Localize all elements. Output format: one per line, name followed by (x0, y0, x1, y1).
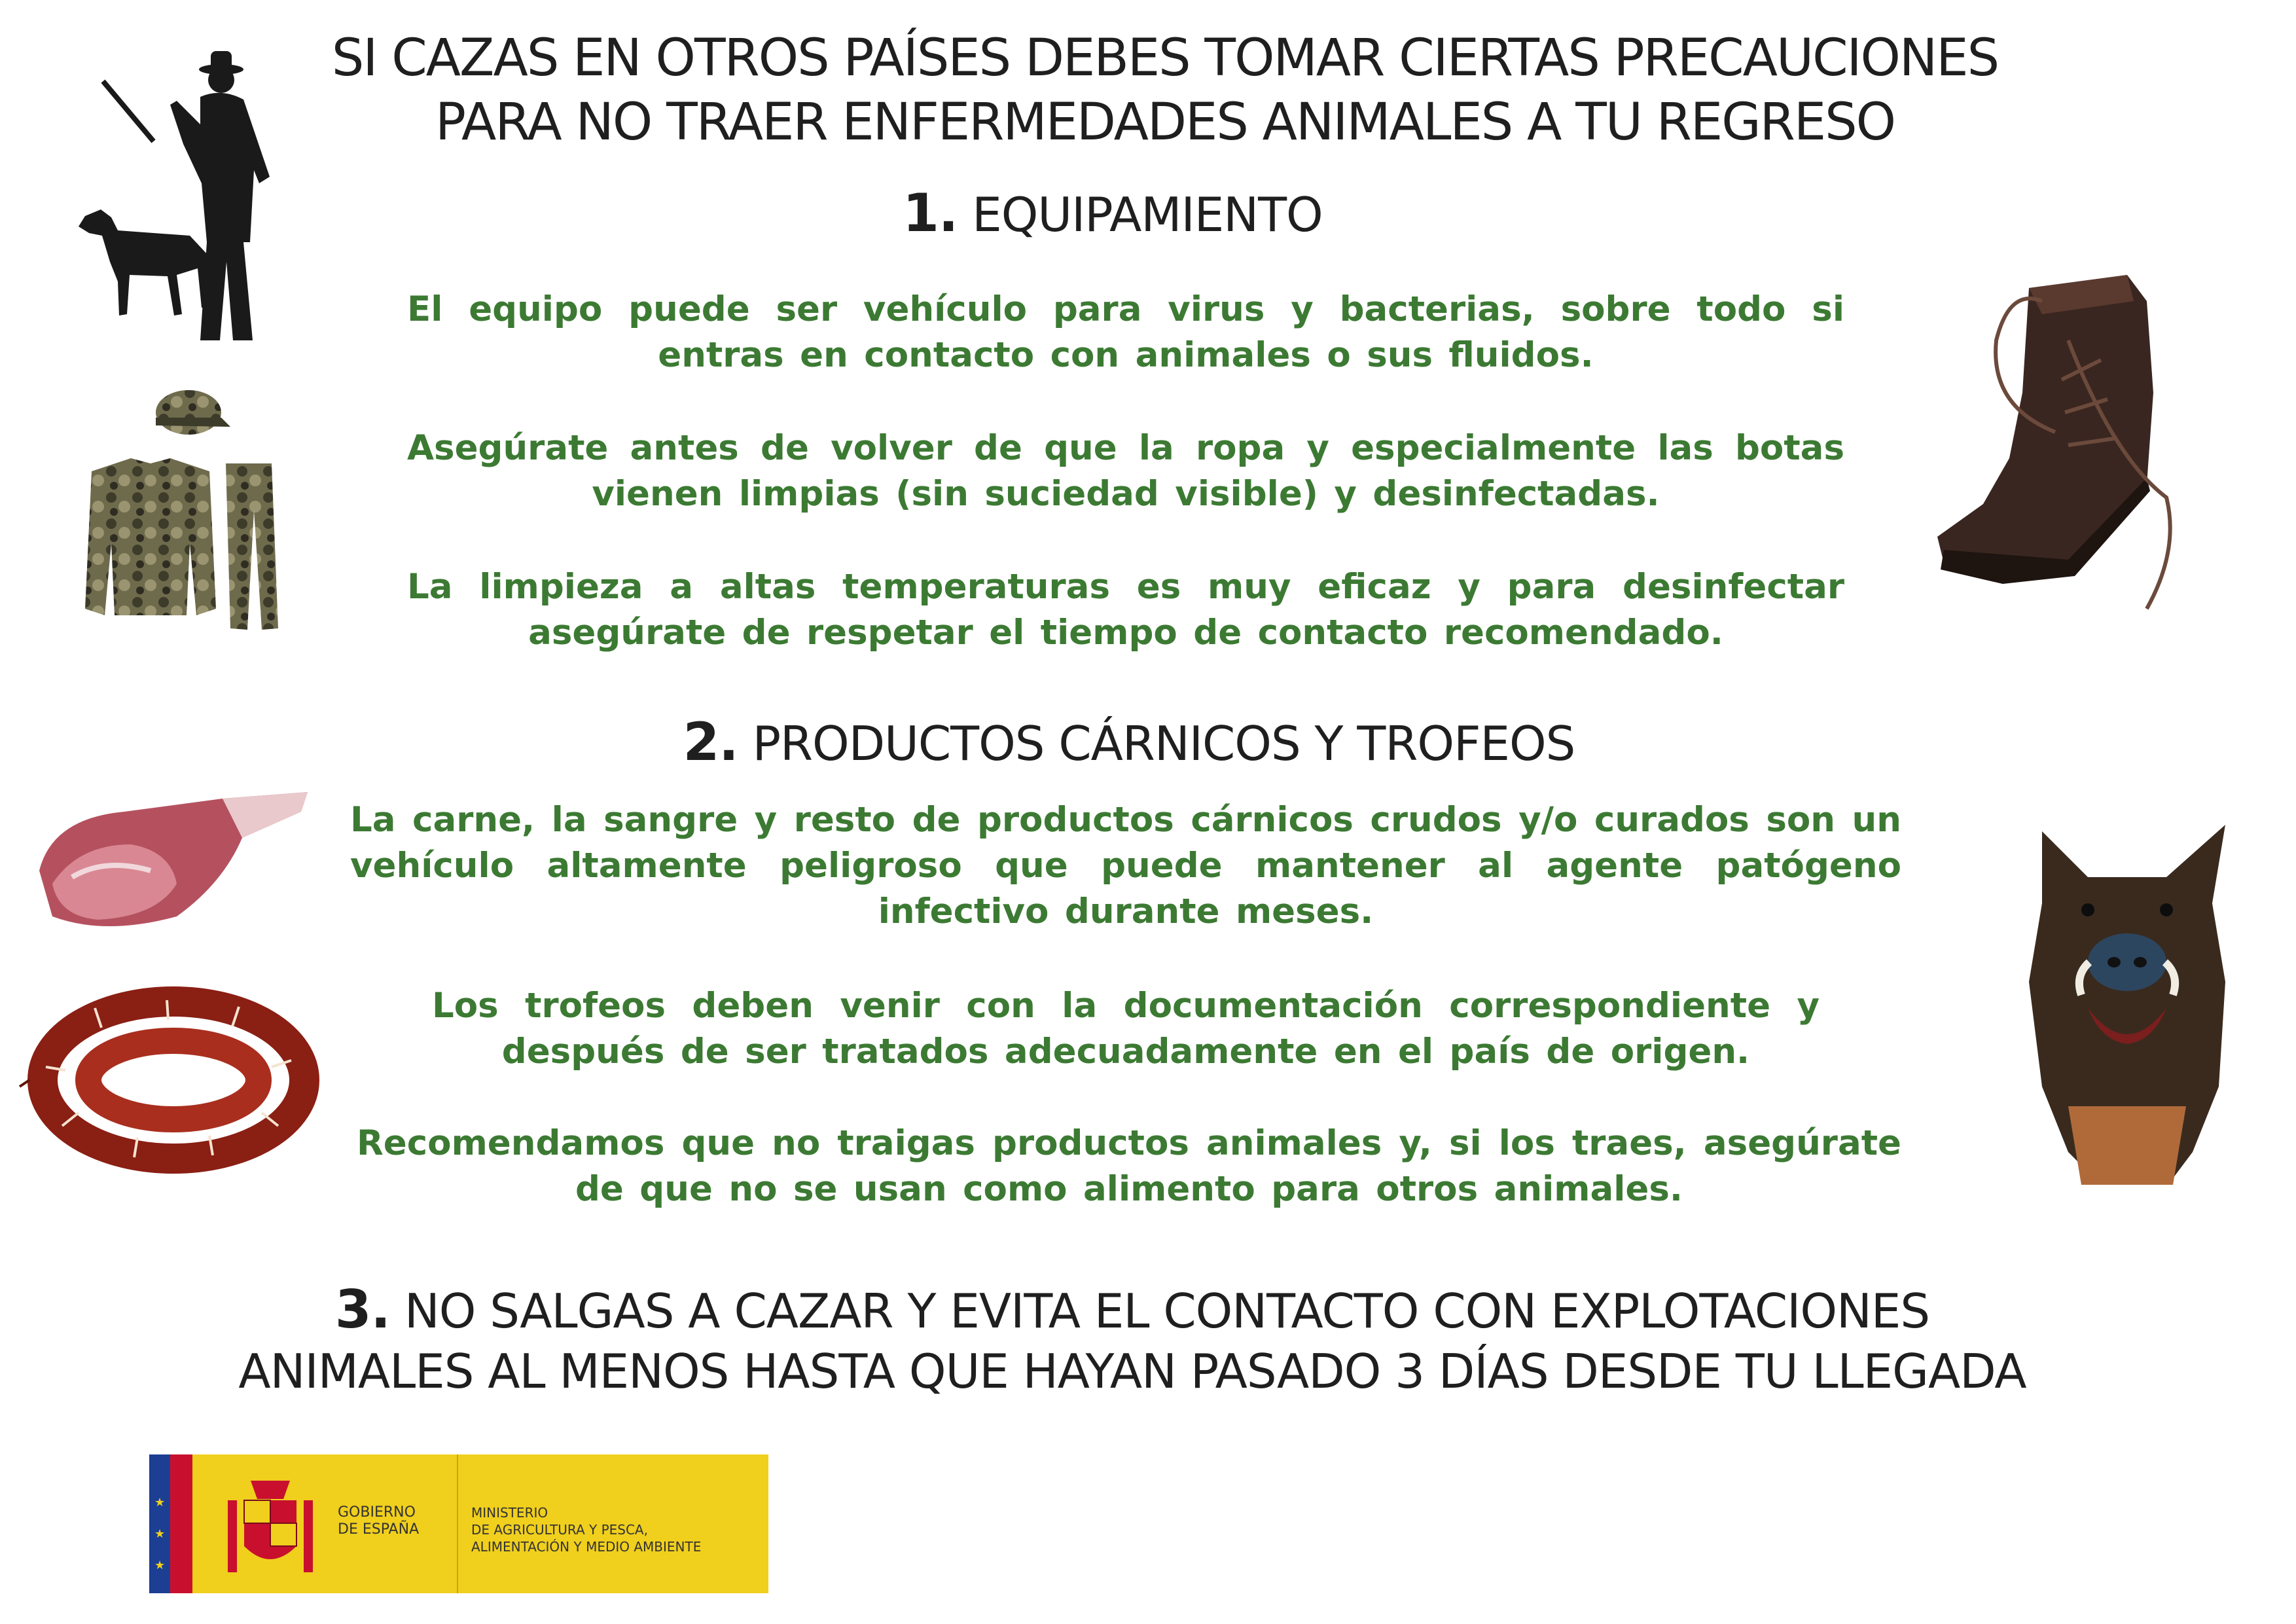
section-1-heading (720, 183, 1505, 245)
section-1-paragraph-2: Asegúrate antes de volver de que la ropa y especialmente las botas vienen limpias (sin suciedad visible) y desinfectadas. (407, 428, 1844, 514)
government-logo (149, 1454, 768, 1593)
section-2-title: PRODUCTOS CÁRNICOS Y TROFEOS (752, 716, 1575, 771)
ham-icon (26, 785, 314, 936)
section-2-number: 2. (683, 712, 738, 772)
gobierno-line-2: DE ESPAÑA (338, 1521, 420, 1538)
gobierno-line-1: GOBIERNO (338, 1504, 416, 1521)
title-line-1: SI CAZAS EN OTROS PAÍSES DEBES TOMAR CIERTAS PRECAUCIONES (331, 29, 1999, 88)
camouflage-clothing-icon (79, 386, 288, 641)
gobierno-text (338, 1504, 419, 1538)
section-1-title: EQUIPAMIENTO (972, 187, 1323, 242)
section-2-paragraph-1: La carne, la sangre y resto de productos cárnicos crudos y/o curados son un vehículo altamente peligroso que puede mantener al agente patógeno infectivo durante meses. (350, 800, 1901, 931)
section-1-number: 1. (903, 183, 958, 244)
section-1-paragraph-1: El equipo puede ser vehículo para virus y bacterias, sobre todo si entras en contacto con animales o sus fluidos. (407, 289, 1844, 375)
hunter-with-dog-icon (72, 46, 281, 347)
section-3-line-2: ANIMALES AL MENOS HASTA QUE HAYAN PASADO 3 DÍAS DESDE TU LLEGADA (238, 1344, 2026, 1399)
section-2-heading (589, 712, 1669, 774)
ministerio-line-1: MINISTERIO (471, 1505, 548, 1521)
coat-of-arms-icon (221, 1474, 319, 1579)
logo-divider (457, 1454, 458, 1593)
section-2-paragraph-2: Los trofeos deben venir con la documentación correspondiente y después de ser tratados adecuadamente en el país de origen. (432, 986, 1820, 1072)
section-2-paragraph-3: Recomendamos que no traigas productos animales y, si los traes, asegúrate de que no se usan como alimento para otros animales. (357, 1123, 1901, 1209)
boot-icon (1931, 262, 2193, 615)
eu-stars-icon: ★ ★ ★ (154, 1496, 166, 1572)
ministerio-line-2: DE AGRICULTURA Y PESCA, (471, 1522, 648, 1538)
section-3-heading (196, 1280, 2068, 1401)
chorizo-sausages-icon (16, 975, 331, 1185)
section-1-paragraph-3: La limpieza a altas temperaturas es muy eficaz y para desinfectar asegúrate de respetar el tiempo de contacto recomendado. (407, 567, 1844, 653)
section-3-number: 3. (334, 1279, 390, 1340)
section-3-line-1-text: NO SALGAS A CAZAR Y EVITA EL CONTACTO CON EXPLOTACIONES (404, 1284, 1930, 1339)
section-3-line-1 (196, 1280, 2068, 1341)
flag-red-stripe (170, 1454, 192, 1593)
ministerio-line-3: ALIMENTACIÓN Y MEDIO AMBIENTE (471, 1539, 702, 1555)
boar-trophy-icon (2016, 812, 2238, 1191)
page-title (249, 26, 2081, 154)
title-line-2: PARA NO TRAER ENFERMEDADES ANIMALES A TU REGRESO (435, 93, 1895, 152)
ministerio-text (471, 1504, 701, 1555)
